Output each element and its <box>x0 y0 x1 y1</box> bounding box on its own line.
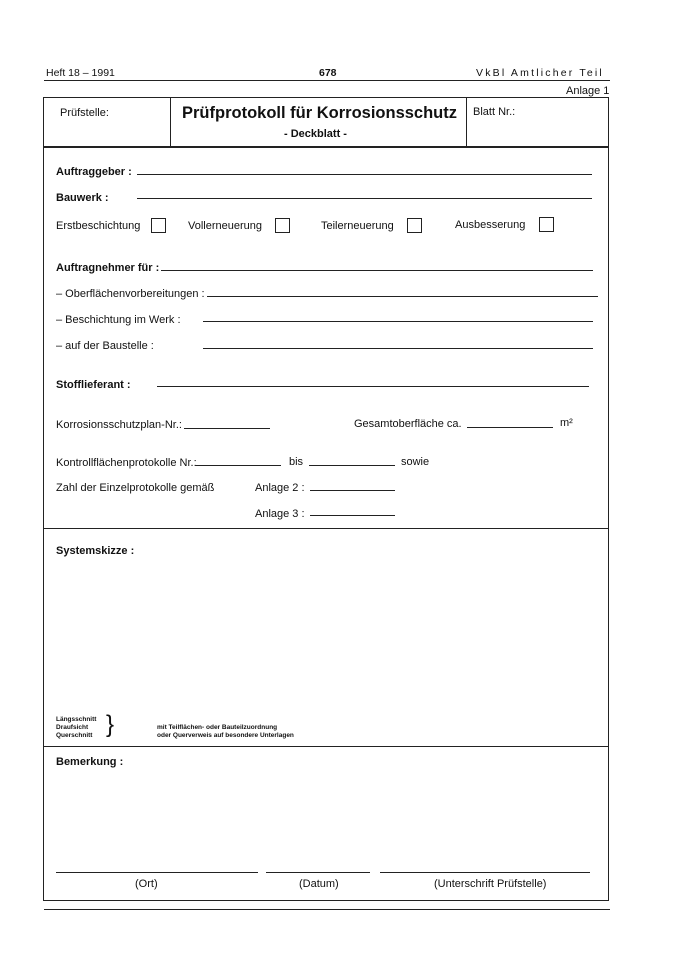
gesamtoberflaeche-label: Gesamtoberfläche ca. <box>354 418 462 430</box>
kontrollflaechen-to-field[interactable] <box>309 453 395 466</box>
title-divider-left <box>170 97 171 147</box>
blatt-nr-label: Blatt Nr.: <box>473 106 516 118</box>
kontrollflaechen-from-field[interactable] <box>195 453 281 466</box>
unterschrift-caption: (Unterschrift Prüfstelle) <box>434 878 547 890</box>
bemerkung-label: Bemerkung : <box>56 756 124 768</box>
oberflaechen-field[interactable] <box>207 284 598 297</box>
datum-field[interactable] <box>266 860 370 873</box>
systemskizze-drawing-area[interactable] <box>45 560 605 710</box>
publication-name: VkBl Amtlicher Teil <box>476 67 604 79</box>
bauwerk-field[interactable] <box>137 186 592 199</box>
bis-label: bis <box>289 456 304 468</box>
stofflieferant-label: Stofflieferant : <box>56 379 131 391</box>
view-laengsschnitt: Längsschnitt <box>56 716 97 723</box>
korrosionsschutzplan-label: Korrosionsschutzplan-Nr.: <box>56 419 182 431</box>
unterschrift-field[interactable] <box>380 860 590 873</box>
sowie-label: sowie <box>401 456 430 468</box>
checkbox-label-erstbeschichtung: Erstbeschichtung <box>56 220 141 232</box>
beschichtung-werk-label: – Beschichtung im Werk : <box>56 314 181 326</box>
bemerkung-text-area[interactable] <box>45 772 605 864</box>
teilerneuerung-checkbox[interactable] <box>407 218 422 233</box>
title-divider-right <box>466 97 467 147</box>
ort-caption: (Ort) <box>135 878 158 890</box>
unit-m2: m² <box>560 417 573 429</box>
systemskizze-note-line1: mit Teilflächen- oder Bauteilzuordnung <box>157 724 278 731</box>
baustelle-label: – auf der Baustelle : <box>56 340 154 352</box>
ort-field[interactable] <box>56 860 258 873</box>
brace-symbol: } <box>106 711 115 738</box>
korrosionsschutzplan-field[interactable] <box>184 416 270 429</box>
annex-label: Anlage 1 <box>566 85 610 97</box>
erstbeschichtung-checkbox[interactable] <box>151 218 166 233</box>
page-number: 678 <box>319 67 337 79</box>
vollerneuerung-checkbox[interactable] <box>275 218 290 233</box>
systemskizze-top-rule <box>43 528 609 529</box>
checkbox-label-ausbesserung: Ausbesserung <box>455 219 526 231</box>
anlage3-field[interactable] <box>310 503 395 516</box>
issue-info: Heft 18 – 1991 <box>46 67 115 79</box>
systemskizze-note-line2: oder Querverweis auf besondere Unterlagen <box>157 732 294 739</box>
bemerkung-top-rule <box>43 746 609 747</box>
anlage2-label: Anlage 2 : <box>255 482 305 494</box>
auftraggeber-field[interactable] <box>137 162 592 175</box>
anlage3-label: Anlage 3 : <box>255 508 305 520</box>
checkbox-label-teilerneuerung: Teilerneuerung <box>321 220 394 232</box>
checkbox-label-vollerneuerung: Vollerneuerung <box>188 220 263 232</box>
view-draufsicht: Draufsicht <box>56 724 89 731</box>
stofflieferant-field[interactable] <box>157 374 589 387</box>
datum-caption: (Datum) <box>299 878 339 890</box>
footer-rule <box>44 909 610 910</box>
form-title: Prüfprotokoll für Korrosionsschutz <box>182 104 458 122</box>
anlage2-field[interactable] <box>310 478 395 491</box>
header-rule <box>44 80 610 81</box>
gesamtoberflaeche-field[interactable] <box>467 415 553 428</box>
oberflaechen-label: – Oberflächenvorbereitungen : <box>56 288 205 300</box>
title-block-bottom-rule <box>43 146 609 148</box>
systemskizze-label: Systemskizze : <box>56 545 135 557</box>
auftragnehmer-field[interactable] <box>161 258 593 271</box>
kontrollflaechen-label: Kontrollflächenprotokolle Nr.: <box>56 457 197 469</box>
ausbesserung-checkbox[interactable] <box>539 217 554 232</box>
einzelprotokolle-label: Zahl der Einzelprotokolle gemäß <box>56 482 215 494</box>
auftraggeber-label: Auftraggeber : <box>56 166 132 178</box>
pruefstelle-label: Prüfstelle: <box>60 107 109 119</box>
baustelle-field[interactable] <box>203 336 593 349</box>
beschichtung-werk-field[interactable] <box>203 309 593 322</box>
form-subtitle: - Deckblatt - <box>284 128 347 140</box>
bauwerk-label: Bauwerk : <box>56 192 109 204</box>
view-querschnitt: Querschnitt <box>56 732 93 739</box>
auftragnehmer-label: Auftragnehmer für : <box>56 262 160 274</box>
